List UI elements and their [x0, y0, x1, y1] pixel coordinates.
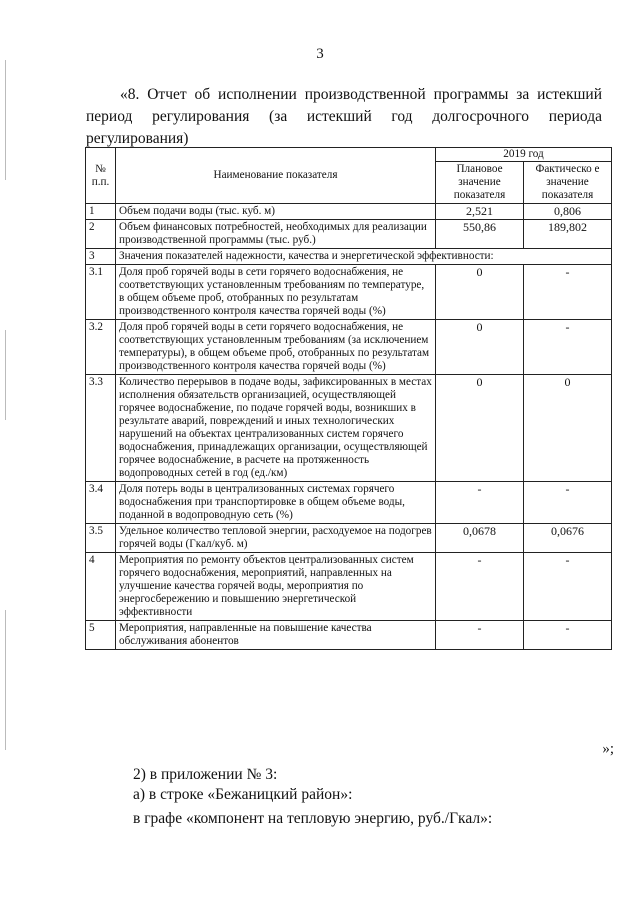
fact-value: - — [524, 482, 612, 524]
indicator-name: Объем подачи воды (тыс. куб. м) — [116, 204, 436, 220]
indicator-name: Доля проб горячей воды в сети горячего водоснабжения, не соответствующих установленным требованиям по температуре, в общем объеме проб, отобранных по результатам производственного контроля качества горячей воды (%) — [116, 265, 436, 320]
col-header-plan: Плановое значение показателя — [436, 162, 524, 204]
indicator-name: Мероприятия по ремонту объектов централизованных систем горячего водоснабжения, мероприятий, направленных на улучшение качества горячей воды, мероприятия по энергосбережению и повышению энергетической эффективности — [116, 553, 436, 621]
col-header-fact: Фактическо е значение показателя — [524, 162, 612, 204]
fact-value: - — [524, 553, 612, 621]
fact-value: 189,802 — [524, 220, 612, 249]
amendment-line-2: а) в строке «Бежаницкий район»: — [133, 786, 353, 803]
table-row — [86, 320, 612, 375]
fact-value: - — [524, 320, 612, 375]
table-row — [86, 621, 612, 650]
indicator-name: Доля потерь воды в централизованных системах горячего водоснабжения при транспортировке в общем объеме воды, поданной в водопроводную сеть (%) — [116, 482, 436, 524]
col-header-name: Наименование показателя — [116, 148, 436, 204]
fact-value: - — [524, 265, 612, 320]
amendment-line-3: в графе «компонент на тепловую энергию, руб./Гкал»: — [133, 810, 493, 827]
plan-value: 2,521 — [436, 204, 524, 220]
plan-value: 0 — [436, 375, 524, 482]
heading-line-2: период регулирования (за истекший год долгосрочного периода — [86, 108, 602, 125]
col-header-year: 2019 год — [436, 148, 612, 162]
indicator-name: Количество перерывов в подаче воды, зафиксированных в местах исполнения обязательств организацией, осуществляющей горячее водоснабжение, по подаче горячей воды, возникших в результате аварий, повреждений и иных технологических нарушений на объектах централизованных систем горячего водоснабжения, принадлежащих организации, осуществляющей горячее водоснабжение, в расчете на протяженность водопроводных сетей в год (ед./км) — [116, 375, 436, 482]
amendment-line-1: 2) в приложении № 3: — [133, 766, 278, 783]
heading-line-1: «8. Отчет об исполнении производственной программы за истекший — [120, 86, 602, 103]
production-program-report-table — [85, 147, 612, 650]
indicator-name: Доля проб горячей воды в сети горячего водоснабжения, не соответствующих установленным требованиям (за исключением температуры), в общем объеме проб, отобранных по результатам производственного контроля качества горячей воды (%) — [116, 320, 436, 375]
plan-value: - — [436, 553, 524, 621]
scan-edge-artifact — [0, 0, 14, 905]
indicator-name: Удельное количество тепловой энергии, расходуемое на подогрев горячей воды (Гкал/куб. м) — [116, 524, 436, 553]
plan-value: 550,86 — [436, 220, 524, 249]
table-row — [86, 375, 612, 482]
row-number: 1 — [86, 204, 116, 220]
row-number: 5 — [86, 621, 116, 650]
row-number: 4 — [86, 553, 116, 621]
col-header-num: № п.п. — [86, 148, 116, 204]
plan-value: 0 — [436, 320, 524, 375]
heading-line-3: регулирования) — [86, 130, 189, 147]
table-body — [86, 204, 612, 650]
row-number: 3.3 — [86, 375, 116, 482]
row-number: 3.4 — [86, 482, 116, 524]
page-number: 3 — [316, 46, 324, 62]
row-number: 3.5 — [86, 524, 116, 553]
table-header-row-1 — [86, 148, 612, 162]
fact-value: 0,806 — [524, 204, 612, 220]
row-number: 3 — [86, 249, 116, 265]
indicator-name: Мероприятия, направленные на повышение качества обслуживания абонентов — [116, 621, 436, 650]
table-row — [86, 265, 612, 320]
table-row — [86, 204, 612, 220]
fact-value: 0,0676 — [524, 524, 612, 553]
table-row — [86, 220, 612, 249]
plan-value: - — [436, 482, 524, 524]
section-heading — [86, 84, 602, 150]
row-number: 3.1 — [86, 265, 116, 320]
fact-value: 0 — [524, 375, 612, 482]
row-number: 2 — [86, 220, 116, 249]
table-row — [86, 482, 612, 524]
plan-value: 0,0678 — [436, 524, 524, 553]
table-row — [86, 249, 612, 265]
indicator-name: Объем финансовых потребностей, необходимых для реализации производственной программы (тыс. руб.) — [116, 220, 436, 249]
row-number: 3.2 — [86, 320, 116, 375]
table-row — [86, 524, 612, 553]
plan-value: 0 — [436, 265, 524, 320]
table-row — [86, 553, 612, 621]
fact-value: - — [524, 621, 612, 650]
closing-quote-mark: »; — [602, 741, 614, 757]
indicator-name: Значения показателей надежности, качества и энергетической эффективности: — [116, 249, 612, 265]
plan-value: - — [436, 621, 524, 650]
